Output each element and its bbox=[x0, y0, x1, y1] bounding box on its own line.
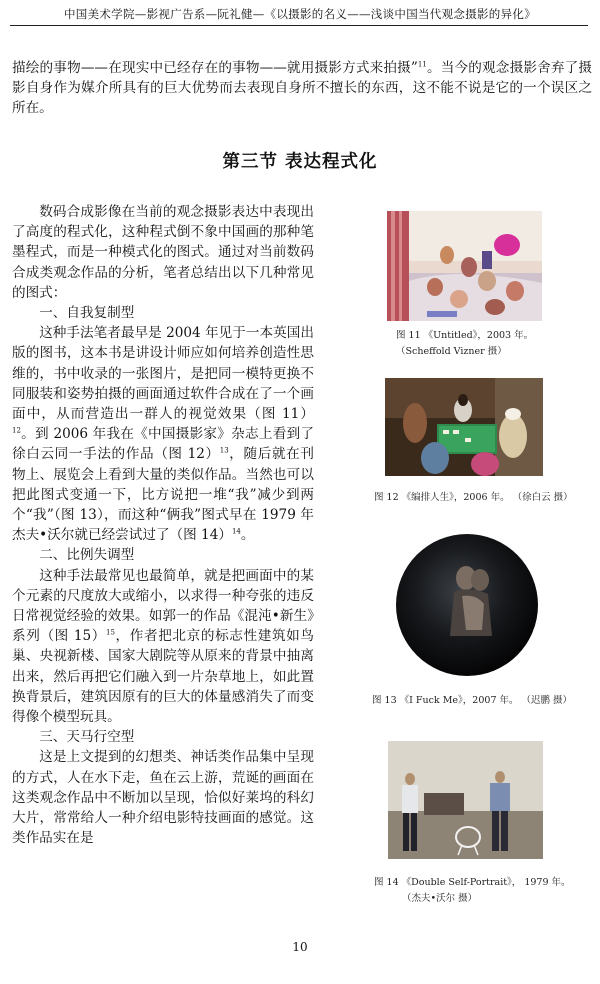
body-column bbox=[12, 202, 314, 849]
intro-paragraph bbox=[12, 58, 592, 118]
body-paragraph bbox=[12, 566, 314, 728]
body-text: 这种手法最常见也最简单，就是把画面中的某个元素的尺度放大或缩小，以求得一种夸张的违反日常视觉经验的效果。如郭一的作品《混沌•新生》系列（图 15） bbox=[12, 567, 314, 645]
body-text: 。到 2006 年我在《中国摄影家》杂志上看到了徐白云同一手法的作品（图 12） bbox=[12, 426, 314, 463]
body-text: ，作者把北京的标志性建筑如鸟巢、央视新楼、国家大剧院等从原来的背景中抽离出来，然后再把它们融入到一片杂草地上，如此置换背景后，建筑因原有的巨大的体量感消失了而变得像个模型玩具。 bbox=[12, 628, 314, 726]
body-paragraph: 数码合成影像在当前的观念摄影表达中表现出了高度的程式化，这种程式倒不象中国画的那种笔墨程式，而是一种模式化的图式。通过对当前数码合成类观念作品的分析，笔者总结出以下几种常见的图式： bbox=[12, 204, 314, 301]
page-number: 10 bbox=[292, 940, 308, 954]
figure-14-caption-credit: （杰夫•沃尔 摄） bbox=[402, 893, 478, 904]
figure-12-caption bbox=[374, 490, 594, 506]
body-text: 这种手法笔者最早是 2004 年见于一本英国出版的图书，这本书是讲设计师应如何培养创造性思维的，书中收录的一张图片，是把同一模特更换不同服装和姿势拍摄的画面通过软件合成在了一个画面中，从而营造出一群人的视觉效果（图 11） bbox=[12, 325, 314, 423]
footnote-ref-14: 14 bbox=[231, 527, 241, 536]
subheading-self-copy: 一、自我复制型 bbox=[39, 305, 135, 322]
figure-12-caption-title: 图 12 《编排人生》，2006 年。 （徐白云 摄） bbox=[374, 492, 573, 503]
footnote-ref-15: 15 bbox=[105, 628, 115, 637]
intro-text: 描绘的事物——在现实中已经存在的事物——就用摄影方式来拍摄” bbox=[12, 60, 418, 76]
section-title: 第三节 表达程式化 bbox=[222, 152, 378, 172]
body-paragraph bbox=[12, 323, 314, 545]
footnote-ref-12: 12 bbox=[12, 426, 21, 435]
figure-13-caption bbox=[372, 693, 592, 709]
figure-14-caption bbox=[374, 875, 594, 907]
figure-11-caption-title: 图 11 《Untitled》，2003 年。 bbox=[396, 330, 534, 341]
figure-14-photo bbox=[388, 741, 543, 859]
figure-11-caption-credit: （Scheffold Vizner 摄） bbox=[396, 346, 507, 357]
figure-14-caption-title: 图 14 《Double Self-Portrait》， 1979 年。 bbox=[374, 877, 571, 888]
figure-11-photo bbox=[387, 211, 542, 321]
body-text: ，随后就在刊物上、展览会上看到大量的类似作品。当然也可以把此图式变通一下，比方说把一堆“我”减少到两个“我”（图 13），而这种“俩我”图式早在 1979 年杰夫•沃尔就已经尝试过了（图 14） bbox=[12, 446, 314, 544]
header-rule bbox=[10, 25, 588, 26]
running-header: 中国美术学院—影视广告系—阮礼健—《以摄影的名义——浅谈中国当代观念摄影的异化》 bbox=[64, 7, 536, 21]
body-paragraph: 这是上文提到的幻想类、神话类作品集中呈现的方式，人在水下走，鱼在云上游，荒诞的画面在这类观念作品中不断加以呈现，恰似好莱坞的科幻大片，常常给人一种介绍电影特技画面的感觉。这类作品实在是 bbox=[12, 749, 314, 847]
body-text: 。 bbox=[240, 527, 255, 544]
figure-13-photo bbox=[396, 534, 538, 676]
figure-13-caption-title: 图 13 《I Fuck Me》，2007 年。 （迟鹏 摄） bbox=[372, 695, 573, 706]
subheading-scale-distortion: 二、比例失调型 bbox=[39, 547, 135, 564]
intro-text-after: 。当今的观念摄影舍弃了摄影自身作为媒介所具有的巨大优势而去表现自身所不擅长的东西，这不能不说是它的一个误区之所在。 bbox=[12, 60, 593, 116]
footnote-ref-13: 13 bbox=[219, 446, 229, 455]
subheading-fantasy: 三、天马行空型 bbox=[39, 729, 135, 746]
footnote-ref-11: 11 bbox=[417, 60, 427, 69]
figure-12-photo bbox=[385, 378, 543, 476]
figure-11-caption bbox=[396, 328, 586, 360]
